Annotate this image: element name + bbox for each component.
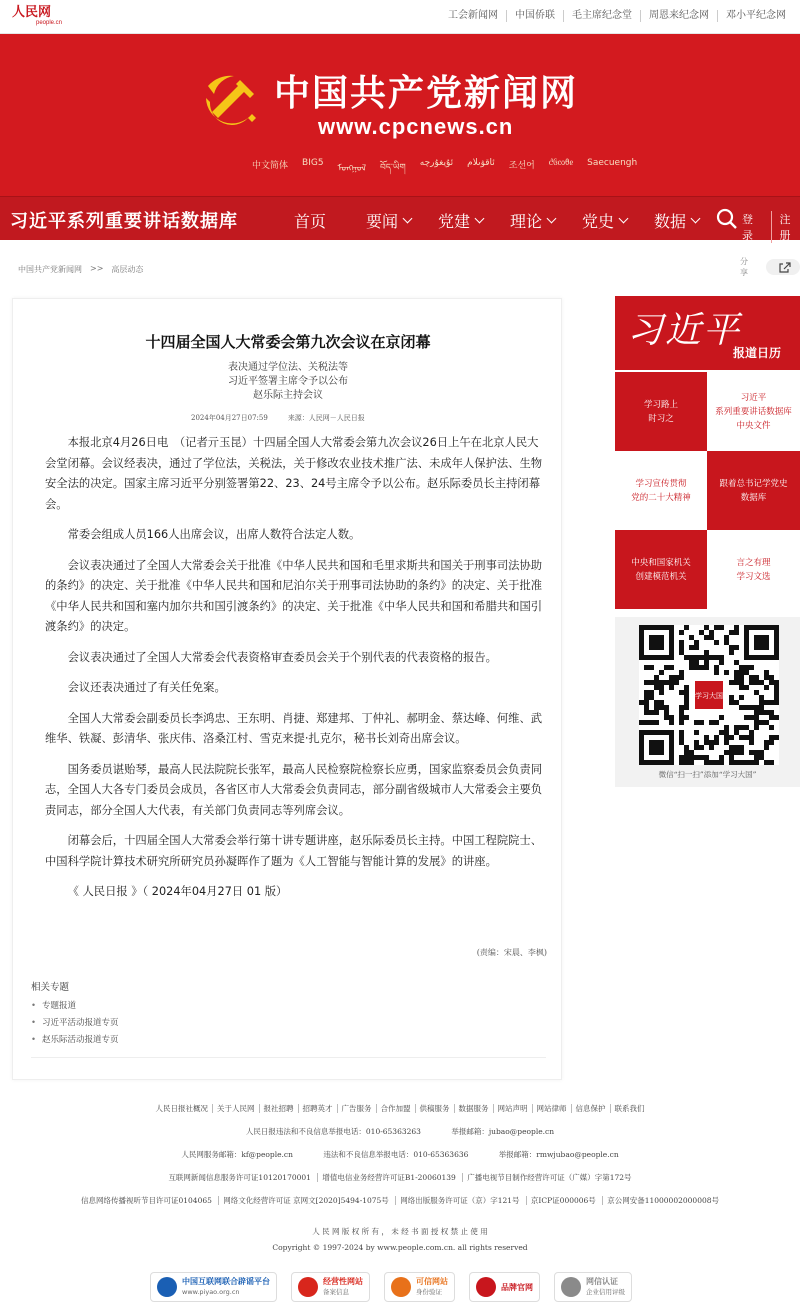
sidebar-tile[interactable]: 学习路上 时习之	[615, 372, 707, 451]
footer-link[interactable]: 招聘英才	[298, 1104, 337, 1113]
article-source[interactable]: 来源：人民网－人民日报	[287, 414, 365, 422]
site-name: 中国共产党新闻网	[274, 73, 579, 114]
footer-license[interactable]: 互联网新闻信息服务许可证10120170001	[168, 1173, 311, 1182]
footer-service-email: 人民网服务邮箱：kf@people.cn	[181, 1150, 293, 1159]
badge-sublabel: 备案信息	[323, 1288, 349, 1296]
footer-link[interactable]: 关于人民网	[212, 1104, 259, 1113]
qr-center-label: 学习大国	[695, 692, 723, 700]
footer-links	[0, 1103, 800, 1114]
footer-license[interactable]: 京公网安备11000002000008号	[602, 1196, 723, 1205]
article-paragraph: 国务委员谌贻琴，最高人民法院院长张军，最高人民检察院检察长应勇，国家监察委员会负责同志，全国人大各专门委员会成员，各省区市人大常委会负责同志，部分副省级城市人大常委会主要负责同志，部分全国人大代表，有关部门负责同志等列席会议。	[45, 762, 543, 817]
site-banner	[0, 34, 800, 196]
breadcrumb	[18, 264, 143, 275]
people-logo[interactable]	[10, 5, 63, 28]
article-meta	[191, 413, 365, 423]
nav-item-news[interactable]: 要闻	[366, 209, 438, 232]
footer-license[interactable]: 信息网络传播视听节目许可证0104065	[80, 1196, 212, 1205]
calendar-banner-label: 报道日历	[733, 346, 782, 360]
right-sidebar	[615, 296, 800, 787]
qr-code	[639, 625, 779, 765]
language-link[interactable]: ᦺᦑᦟᦹᧉ	[548, 158, 574, 168]
share-button[interactable]	[766, 259, 800, 275]
footer-report-email: 举报邮箱：jubao@people.cn	[451, 1127, 555, 1136]
share-icon	[779, 262, 791, 273]
sidebar-grid	[615, 372, 800, 609]
sidebar-tile[interactable]: 学习宣传贯彻 党的二十大精神	[615, 451, 707, 530]
trust-badge[interactable]	[291, 1272, 370, 1302]
related-topics	[31, 979, 546, 1058]
sidebar-tile[interactable]: 中央和国家机关 创建模范机关	[615, 530, 707, 609]
site-domain: www.cpcnews.cn	[318, 114, 514, 139]
language-link[interactable]: BIG5	[302, 158, 324, 168]
auth-links	[742, 211, 800, 243]
badge-label: 中国互联网联合辟谣平台	[182, 1277, 270, 1286]
footer-link[interactable]: 合作加盟	[376, 1104, 415, 1113]
footer-link[interactable]: 广告服务	[337, 1104, 376, 1113]
badge-label: 经营性网站	[323, 1277, 363, 1286]
article-paragraph: 闭幕会后，十四届全国人大常委会举行第十讲专题讲座，赵乐际委员长主持。中国工程院院士、中国科学院计算技术研究所研究员孙凝晖作了题为《人工智能与智能计算的发展》的讲座。	[45, 834, 543, 868]
footer-license[interactable]: 广播电视节目制作经营许可证（广媒）字第172号	[462, 1173, 635, 1182]
article-card	[12, 298, 562, 1080]
badge-icon	[561, 1277, 581, 1297]
badge-label: 网信认证	[586, 1277, 618, 1286]
footer-link[interactable]: 报社招聘	[259, 1104, 298, 1113]
footer-service-row	[0, 1149, 800, 1160]
footer-rights: 人 民 网 版 权 所 有 ， 未 经 书 面 授 权 禁 止 使 用	[312, 1227, 488, 1236]
footer-link[interactable]: 网站律师	[532, 1104, 571, 1113]
search-icon[interactable]	[716, 208, 738, 230]
partner-links	[440, 10, 794, 22]
footer-link[interactable]: 联系我们	[610, 1104, 649, 1113]
article-subtitle: 赵乐际主持会议	[253, 390, 323, 401]
badge-label: 品牌官网	[501, 1282, 533, 1292]
article-print-source: 《 人民日报 》（ 2024年04月27日 01 版）	[67, 885, 288, 898]
article-subtitles	[13, 361, 563, 403]
language-link[interactable]: 조선어	[508, 161, 535, 171]
register-link[interactable]: 注册	[771, 211, 800, 243]
article-paragraph: 全国人大常委会副委员长李鸿忠、王东明、肖捷、郑建邦、丁仲礼、郝明金、蔡达峰、何维、武维华、铁凝、彭清华、张庆伟、洛桑江村、雪克来提·扎克尔，秘书长刘奇出席会议。	[45, 711, 543, 745]
chevron-down-icon	[547, 214, 557, 224]
nav-item-theory[interactable]: 理论	[510, 209, 582, 232]
footer-license-row-2	[0, 1195, 800, 1206]
share-area	[740, 256, 800, 278]
breadcrumb-home[interactable]: 中国共产党新闻网	[18, 265, 82, 274]
article-subtitle: 表决通过学位法、关税法等	[228, 362, 348, 373]
badge-sublabel: 企业信用评级	[586, 1288, 625, 1296]
top-bar	[0, 0, 800, 34]
footer-link[interactable]: 供稿服务	[415, 1104, 454, 1113]
article-paragraph: 会议表决通过了全国人大常委会代表资格审查委员会关于个别代表的代表资格的报告。	[67, 650, 497, 664]
footer-report-row	[0, 1126, 800, 1137]
sidebar-tile[interactable]: 跟着总书记学党史 数据库	[707, 451, 800, 530]
footer-license[interactable]: 网络文化经营许可证 京网文[2020]5494-1075号	[218, 1196, 393, 1205]
nav-item-home[interactable]: 首页	[294, 212, 327, 231]
badge-label: 可信网站	[416, 1277, 448, 1286]
language-link[interactable]: བོད་ཡིག	[380, 163, 406, 173]
article-paragraph: 本报北京4月26日电 （记者亓玉昆）十四届全国人大常委会第九次会议26日上午在北京人民大会堂闭幕。会议经表决，通过了学位法，关税法，关于修改农业技术推广法、未成年人保护法、生物安全法的决定。国家主席习近平分别签署第22、23、24号主席令予以公布。赵乐际委员长主持闭幕会。	[45, 436, 543, 511]
footer-report-phone: 人民日报违法和不良信息举报电话：010-65363263	[245, 1127, 421, 1136]
qr-panel	[615, 617, 800, 787]
breadcrumb-section[interactable]: 高层动态	[111, 265, 144, 274]
nav-item-party[interactable]: 党建	[438, 209, 510, 232]
trust-badge[interactable]	[384, 1272, 455, 1302]
badge-icon	[298, 1277, 318, 1297]
partner-link[interactable]: 工会新闻网	[448, 10, 498, 21]
people-logo-text: 人民网	[12, 5, 52, 20]
related-topic-link[interactable]: • 赵乐际活动报道专页	[31, 1032, 546, 1049]
people-logo-sub: people.cn	[36, 20, 63, 26]
article-paragraph: 常委会组成人员166人出席会议，出席人数符合法定人数。	[67, 528, 361, 541]
language-switcher	[252, 158, 637, 183]
sidebar-tile[interactable]: 习近平 系列重要讲话数据库 中央文件	[707, 372, 800, 451]
related-topic-link[interactable]: • 习近平活动报道专页	[31, 1015, 546, 1032]
trust-badge[interactable]	[469, 1272, 540, 1302]
nav-database-title[interactable]: 习近平系列重要讲话数据库	[10, 211, 238, 232]
article-editor: (责编：宋晨、李枫)	[476, 948, 547, 957]
nav-item-history[interactable]: 党史	[582, 209, 654, 232]
partner-link[interactable]: 邓小平纪念网	[717, 10, 794, 22]
partner-link[interactable]: 毛主席纪念堂	[563, 10, 640, 22]
trust-badges	[150, 1272, 632, 1302]
calendar-banner-name: 习近平	[627, 310, 742, 351]
login-link[interactable]: 登录	[742, 213, 753, 242]
badge-icon	[391, 1277, 411, 1297]
article-body	[45, 433, 547, 913]
breadcrumb-separator: >>	[90, 264, 104, 273]
footer-license[interactable]: 增值电信业务经营许可证B1-20060139	[317, 1173, 460, 1182]
chevron-down-icon	[619, 214, 629, 224]
footer-license[interactable]: 网络出版服务许可证（京）字121号	[395, 1196, 523, 1205]
nav-item-data[interactable]: 数据	[654, 209, 726, 232]
main-nav	[0, 196, 800, 240]
related-topics-title: 相关专题	[31, 982, 70, 993]
article-subtitle: 习近平签署主席令予以公布	[228, 376, 348, 387]
trust-badge[interactable]	[554, 1272, 632, 1302]
badge-sublabel: www.piyao.org.cn	[182, 1288, 240, 1296]
footer-link[interactable]: 网站声明	[493, 1104, 532, 1113]
article-title: 十四届全国人大常委会第九次会议在京闭幕	[145, 333, 431, 351]
partner-link[interactable]: 中国侨联	[506, 10, 563, 22]
footer-illegal-email: 举报邮箱：rmwjubao@people.cn	[498, 1150, 619, 1159]
language-link[interactable]: ئۇيغۇرچە	[419, 158, 454, 168]
related-topic-link[interactable]: • 专题报道	[31, 998, 546, 1015]
partner-link[interactable]: 周恩来纪念网	[640, 10, 717, 22]
article-paragraph: 会议表决通过了全国人大常委会关于批准《中华人民共和国和毛里求斯共和国关于刑事司法协助的条约》的决定、关于批准《中华人民共和国和尼泊尔关于刑事司法协助的条约》的决定、关于批准《中华人民共和国和塞内加尔共和国引渡条约》的决定、关于批准《中华人民共和国和希腊共和国引渡条约》的决定。	[45, 558, 543, 633]
badge-sublabel: 身份验证	[416, 1288, 442, 1296]
article-paragraph: 会议还表决通过了有关任免案。	[67, 681, 226, 694]
article-date: 2024年04月27日07:59	[191, 414, 268, 422]
trust-badge[interactable]	[150, 1272, 277, 1302]
footer-link[interactable]: 数据服务	[454, 1104, 493, 1113]
nav-items	[294, 209, 726, 232]
footer-link[interactable]: 人民日报社概况	[155, 1104, 208, 1113]
language-link[interactable]: ᠮᠣᠩᠭᠣᠯ	[337, 164, 367, 174]
hammer-sickle-icon	[200, 72, 262, 134]
footer-license[interactable]: 京ICP证000006号	[526, 1196, 600, 1205]
badge-icon	[157, 1277, 177, 1297]
chevron-down-icon	[691, 214, 701, 224]
language-link[interactable]: ئاقۋىلام	[467, 158, 495, 168]
calendar-banner[interactable]	[615, 296, 800, 370]
language-link[interactable]: 中文简体	[252, 161, 289, 171]
badge-icon	[476, 1277, 496, 1297]
chevron-down-icon	[475, 214, 485, 224]
footer-illegal-phone: 违法和不良信息举报电话：010-65363636	[323, 1150, 469, 1159]
language-link[interactable]: Saecuengh	[587, 158, 638, 168]
footer-license-row	[0, 1172, 800, 1183]
share-label: 分享	[740, 257, 748, 277]
sidebar-tile[interactable]: 言之有理 学习文选	[707, 530, 800, 609]
footer-copyright: Copyright © 1997-2024 by www.people.com.cn. all rights reserved	[272, 1243, 528, 1252]
chevron-down-icon	[403, 214, 413, 224]
qr-caption: 微信“扫一扫”添加“学习大国”	[658, 770, 757, 779]
footer-link[interactable]: 信息保护	[571, 1104, 610, 1113]
